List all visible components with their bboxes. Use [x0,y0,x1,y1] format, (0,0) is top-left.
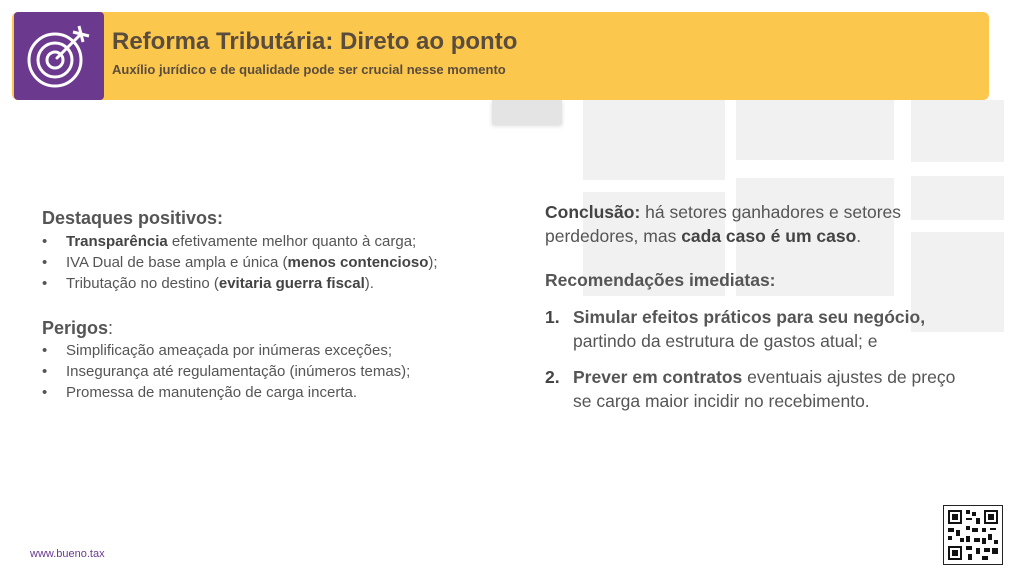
positives-heading: Destaques positivos: [42,208,224,228]
list-item: • Transparência efetivamente melhor quanto à carga; [42,231,438,252]
logo [14,12,104,100]
risks-list [42,340,410,403]
risks-heading: Perigos: [42,318,114,338]
recommendation-item: 1. Simular efeitos práticos para seu negócio, partindo da estrutura de gastos atual; e [545,307,926,351]
page-subtitle: Auxílio jurídico e de qualidade pode ser crucial nesse momento [112,62,506,77]
qr-code-icon [943,505,1003,565]
list-item: • Insegurança até regulamentação (inúmeros temas); [42,361,410,382]
header-bar [12,12,989,100]
page-title: Reforma Tributária: Direto ao ponto [112,28,518,55]
header-tab-shadow [492,100,562,124]
list-item: • Tributação no destino (evitaria guerra fiscal). [42,273,438,294]
list-item: • IVA Dual de base ampla e única (menos contencioso); [42,252,438,273]
background-block [911,100,1004,162]
list-item: • Promessa de manutenção de carga incerta. [42,382,410,403]
background-block [736,100,894,160]
positives-list [42,231,438,294]
background-block [583,100,725,180]
recommendation-item: 2. Prever em contratos eventuais ajustes de preço se carga maior incidir no recebimento. [545,367,956,411]
recommendations-heading: Recomendações imediatas: [545,270,776,290]
conclusion-text: Conclusão: há setores ganhadores e setores perdedores, mas cada caso é um caso. [545,202,902,246]
target-arrow-icon [21,18,97,94]
list-item: • Simplificação ameaçada por inúmeras exceções; [42,340,410,361]
background-block [911,176,1004,220]
footer-link[interactable]: www.bueno.tax [30,548,105,560]
